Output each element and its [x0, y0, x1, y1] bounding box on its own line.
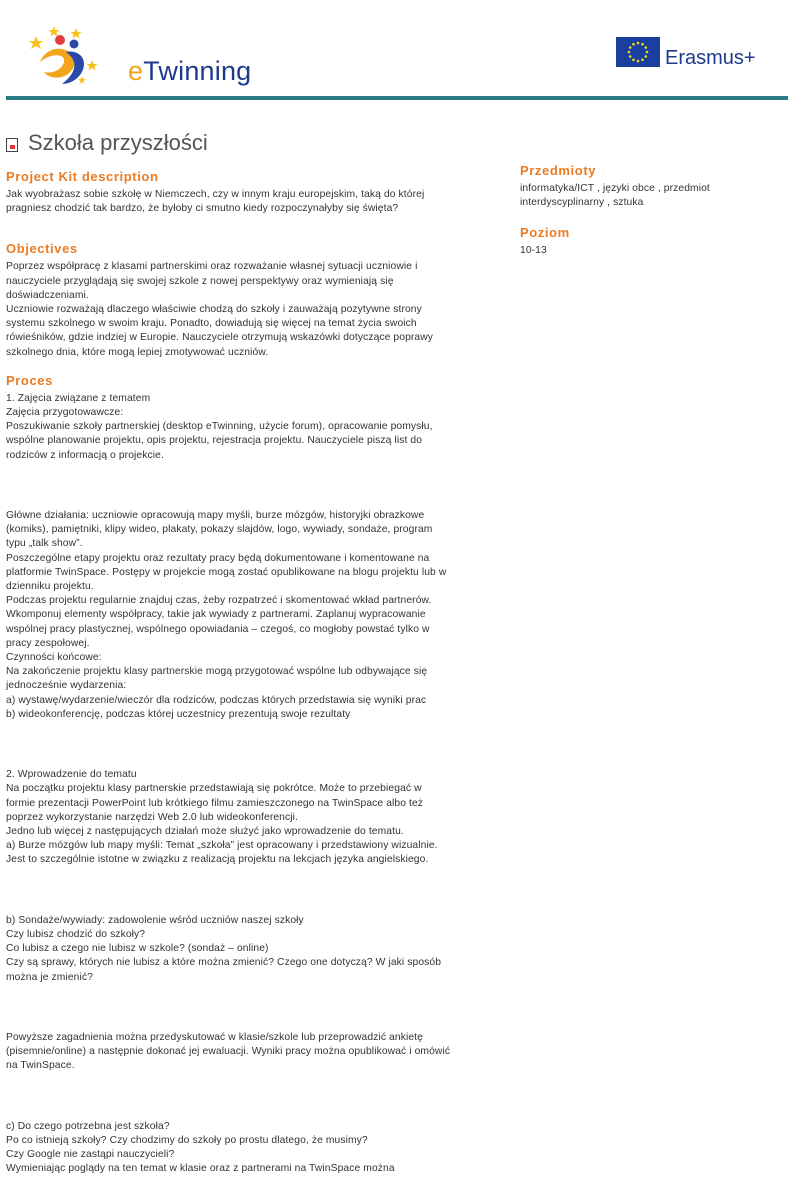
text-line: Podczas projektu regularnie znajduj czas, żeby rozpatrzeć i skomentować wkład partnerów.: [6, 595, 432, 607]
text-line: Jedno lub więcej z następujących działań może służyć jako wprowadzenie do tematu.: [6, 826, 404, 838]
text-line: 1. Zajęcia związane z tematem: [6, 392, 151, 404]
text-line: rodziców z informacją o projekcie.: [6, 449, 164, 461]
text-line: (pisemnie/online) a następnie dokonać jej ewaluacji. Wyniki pracy można opublikować i omówić: [6, 1046, 451, 1058]
text-line: platformie TwinSpace. Postępy w projekcie mogą zostać opublikowane na blogu projektu lub w: [6, 566, 447, 578]
blank-line: [6, 884, 506, 898]
page-title: Szkoła przyszłości: [28, 130, 208, 155]
text-line: na TwinSpace.: [6, 1060, 75, 1072]
text-line: Poszukiwanie szkoły partnerskiej (desktop eTwinning, użycie forum), opracowanie pomysłu,: [6, 421, 433, 433]
text-line: wspólnej pracy plastycznej, wspólnego opowiadania – czegoś, co mogłoby powstać tylko w: [6, 623, 430, 635]
text-line: Główne działania: uczniowie opracowują mapy myśli, burze mózgów, historyjki obrazkowe: [6, 510, 425, 522]
text-line: c) Do czego potrzebna jest szkoła?: [6, 1120, 170, 1132]
process-heading: Proces: [6, 372, 53, 388]
text-line: a) wystawę/wydarzenie/wieczór dla rodziców, podczas których przedstawia się wyniki prac: [6, 694, 427, 706]
text-line: Zajęcia przygotowawcze:: [6, 407, 124, 419]
section-spacer: [520, 210, 780, 224]
text-line: b) Sondaże/wywiady: zadowolenie wśród uczniów naszej szkoły: [6, 914, 304, 926]
section-spacer: [6, 360, 506, 372]
process-text: [6, 392, 506, 1177]
text-line: wspólne planowanie projektu, opis projektu, rejestracja projektu. Nauczyciele piszą list do: [6, 435, 423, 447]
header-divider: [6, 96, 788, 100]
text-line: Jak wyobrażasz sobie szkołę w Niemczech, czy w innym kraju europejskim, taką do której: [6, 189, 425, 200]
kit-description-heading: Project Kit description: [6, 169, 159, 184]
section-spacer: [6, 216, 506, 240]
text-line: Co lubisz a czego nie lubisz w szkole? (sondaż – online): [6, 943, 269, 955]
text-line: Czy Google nie zastąpi nauczycieli?: [6, 1149, 175, 1161]
blank-line: [6, 1090, 506, 1104]
blank-line: [6, 479, 506, 493]
text-line: b) wideokonferencję, podczas której uczestnicy prezentują swoje rezultaty: [6, 708, 351, 720]
text-line: formie prezentacji PowerPoint lub krótkiego filmu zamieszczonego na TwinSpace albo też: [6, 797, 424, 809]
text-line: Na początku projektu klasy partnerskie przedstawiają się pokrótce. Może to przebiegać w: [6, 783, 422, 795]
text-line: szkolnego dnia, które mogą lepiej zmotywować uczniów.: [6, 346, 269, 358]
text-line: 2. Wprowadzenie do tematu: [6, 769, 137, 781]
subjects-line: informatyka/ICT , języki obce , przedmiot: [520, 183, 710, 194]
etwinning-wordmark: eTwinning: [128, 56, 252, 86]
text-line: Poprzez współpracę z klasami partnerskimi oraz rozważanie własnej sytuacji uczniowie i: [6, 261, 418, 273]
text-line: (komiks), pamiętniki, klipy wideo, plakaty, pokazy slajdów, logo, wywiady, sondaże, program: [6, 524, 433, 536]
main-content: [6, 168, 506, 1177]
text-line: Powyższe zagadnienia można przedyskutować w klasie/szkole lub przeprowadzić ankietę: [6, 1032, 423, 1044]
etwinning-figures-icon: [26, 22, 106, 88]
kit-description-text: [6, 188, 506, 216]
text-line: systemu szkolnego w swoim kraju. Ponadto, dowiadują się więcej na temat życia swoich: [6, 318, 417, 330]
erasmus-wordmark: Erasmus+: [665, 47, 756, 69]
sidebar: [520, 162, 780, 259]
level-heading: Poziom: [520, 225, 570, 241]
subjects-line: interdyscyplinarny , sztuka: [520, 197, 644, 209]
etwinning-logo[interactable]: [26, 22, 252, 88]
text-line: Jest to szczególnie istotne w związku z realizacją projektu na lekcjach języka angielskiego.: [6, 854, 429, 866]
text-line: a) Burze mózgów lub mapy myśli: Temat „szkoła” jest opracowany i przedstawiony wizualnie.: [6, 840, 438, 852]
text-line: dzienniku projektu.: [6, 581, 94, 593]
text-line: Po co istnieją szkoły? Czy chodzimy do szkoły po prostu dlatego, że musimy?: [6, 1135, 368, 1147]
text-line: Czy lubisz chodzić do szkoły?: [6, 929, 146, 941]
text-line: poprzez wykorzystanie narzędzi Web 2.0 lub wideokonferencji.: [6, 811, 298, 823]
text-line: rówieśników, gdzie indziej w Europie. Nauczyciele otrzymują wskazówki dotyczące poprawy: [6, 332, 434, 344]
text-line: Czynności końcowe:: [6, 652, 102, 664]
text-line: doświadczeniami.: [6, 289, 89, 301]
text-line: pragniesz chodzić tak bardzo, że byłoby ci smutno kiedy rozpoczynałyby się święta?: [6, 203, 399, 215]
page-header: [0, 0, 791, 100]
text-line: Na zakończenie projektu klasy partnerskie mogą przygotować wspólne lub odbywające się: [6, 666, 428, 678]
text-line: typu „talk show”.: [6, 538, 83, 550]
objectives-heading: Objectives: [6, 241, 78, 257]
eu-flag-icon: [616, 37, 660, 67]
objectives-text: [6, 260, 506, 359]
level-value: 10-13: [520, 245, 547, 257]
subjects-heading: Przedmioty: [520, 163, 597, 178]
text-line: Wymieniając poglądy na ten temat w klasie oraz z partnerami na TwinSpace można: [6, 1163, 395, 1175]
text-line: Wkomponuj elementy współpracy, takie jak wywiady z partnerami. Zaplanuj wypracowanie: [6, 609, 426, 621]
text-line: można je zmienić?: [6, 971, 93, 983]
text-line: jednocześnie wydarzenia:: [6, 680, 127, 692]
text-line: Poszczególne etapy projektu oraz rezultaty pracy będą dokumentowane i komentowane na: [6, 552, 430, 564]
text-line: Uczniowie rozważają dlaczego właściwie chodzą do szkoły i zauważają pozytywne strony: [6, 304, 422, 316]
document-icon: [6, 138, 18, 152]
blank-line: [6, 1001, 506, 1015]
erasmus-logo[interactable]: [616, 37, 766, 69]
text-line: nauczyciele przyglądają się swojej szkole z nowej perspektywy oraz wymieniają się: [6, 275, 394, 287]
text-line: pracy zespołowej.: [6, 637, 90, 649]
text-line: Czy są sprawy, których nie lubisz a które można zmienić? Czego one dotyczą? W jaki sposób: [6, 957, 442, 969]
blank-line: [6, 738, 506, 752]
